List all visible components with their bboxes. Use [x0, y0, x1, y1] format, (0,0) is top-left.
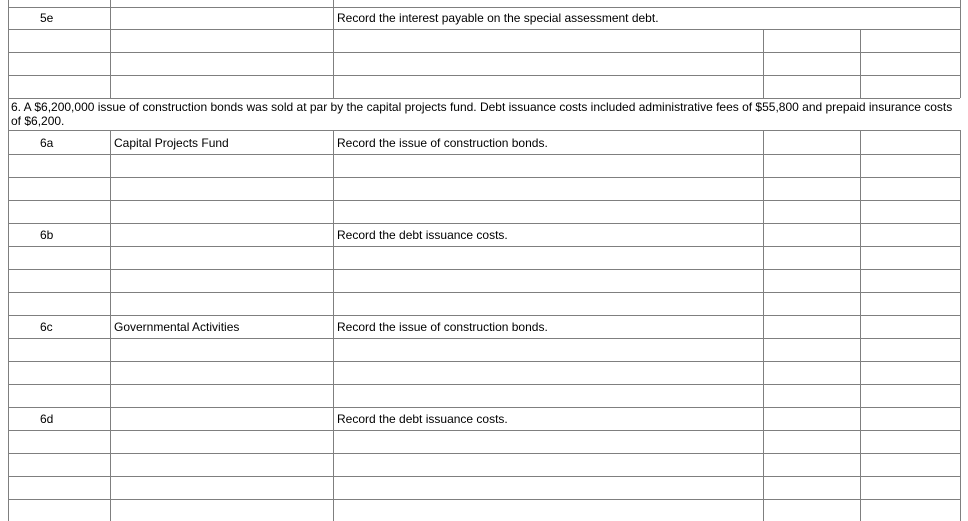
grid-line	[8, 384, 960, 385]
grid-line	[763, 29, 764, 98]
grid-line	[110, 130, 111, 521]
entry-fund: Capital Projects Fund	[114, 136, 229, 150]
grid-line	[8, 269, 960, 270]
grid-line	[8, 453, 960, 454]
grid-line	[8, 52, 960, 53]
entry-description: Record the issue of construction bonds.	[337, 136, 548, 150]
grid-line	[110, 0, 111, 98]
grid-line	[8, 75, 960, 76]
grid-line	[8, 361, 960, 362]
entry-ref: 6d	[40, 412, 54, 426]
problem-statement: 6. A $6,200,000 issue of construction bonds was sold at par by the capital projects fund. Debt issuance costs included administrative fees of $55,800 and prepaid insurance costs of $6,200.	[11, 100, 953, 128]
entry-ref: 5e	[40, 11, 54, 25]
grid-line	[8, 177, 960, 178]
grid-line	[860, 130, 861, 521]
entry-ref: 6a	[40, 136, 54, 150]
entry-description: Record the issue of construction bonds.	[337, 320, 548, 334]
grid-line	[960, 130, 961, 521]
grid-line	[8, 200, 960, 201]
grid-line	[8, 315, 960, 316]
grid-line	[8, 476, 960, 477]
grid-line	[8, 130, 960, 131]
entry-description: Record the debt issuance costs.	[337, 412, 508, 426]
grid-line	[8, 499, 960, 500]
entry-ref: 6c	[40, 320, 53, 334]
entry-description: Record the interest payable on the special assessment debt.	[337, 11, 659, 25]
entry-fund: Governmental Activities	[114, 320, 240, 334]
grid-line	[960, 0, 961, 98]
grid-line	[8, 292, 960, 293]
grid-line	[8, 223, 960, 224]
entry-ref: 6b	[40, 228, 54, 242]
entry-description: Record the debt issuance costs.	[337, 228, 508, 242]
grid-line	[333, 0, 334, 98]
grid-line	[763, 130, 764, 521]
grid-line	[860, 29, 861, 98]
grid-line	[8, 407, 960, 408]
grid-line	[333, 130, 334, 521]
grid-line	[8, 98, 960, 99]
grid-line	[8, 0, 9, 98]
grid-line	[8, 98, 9, 521]
